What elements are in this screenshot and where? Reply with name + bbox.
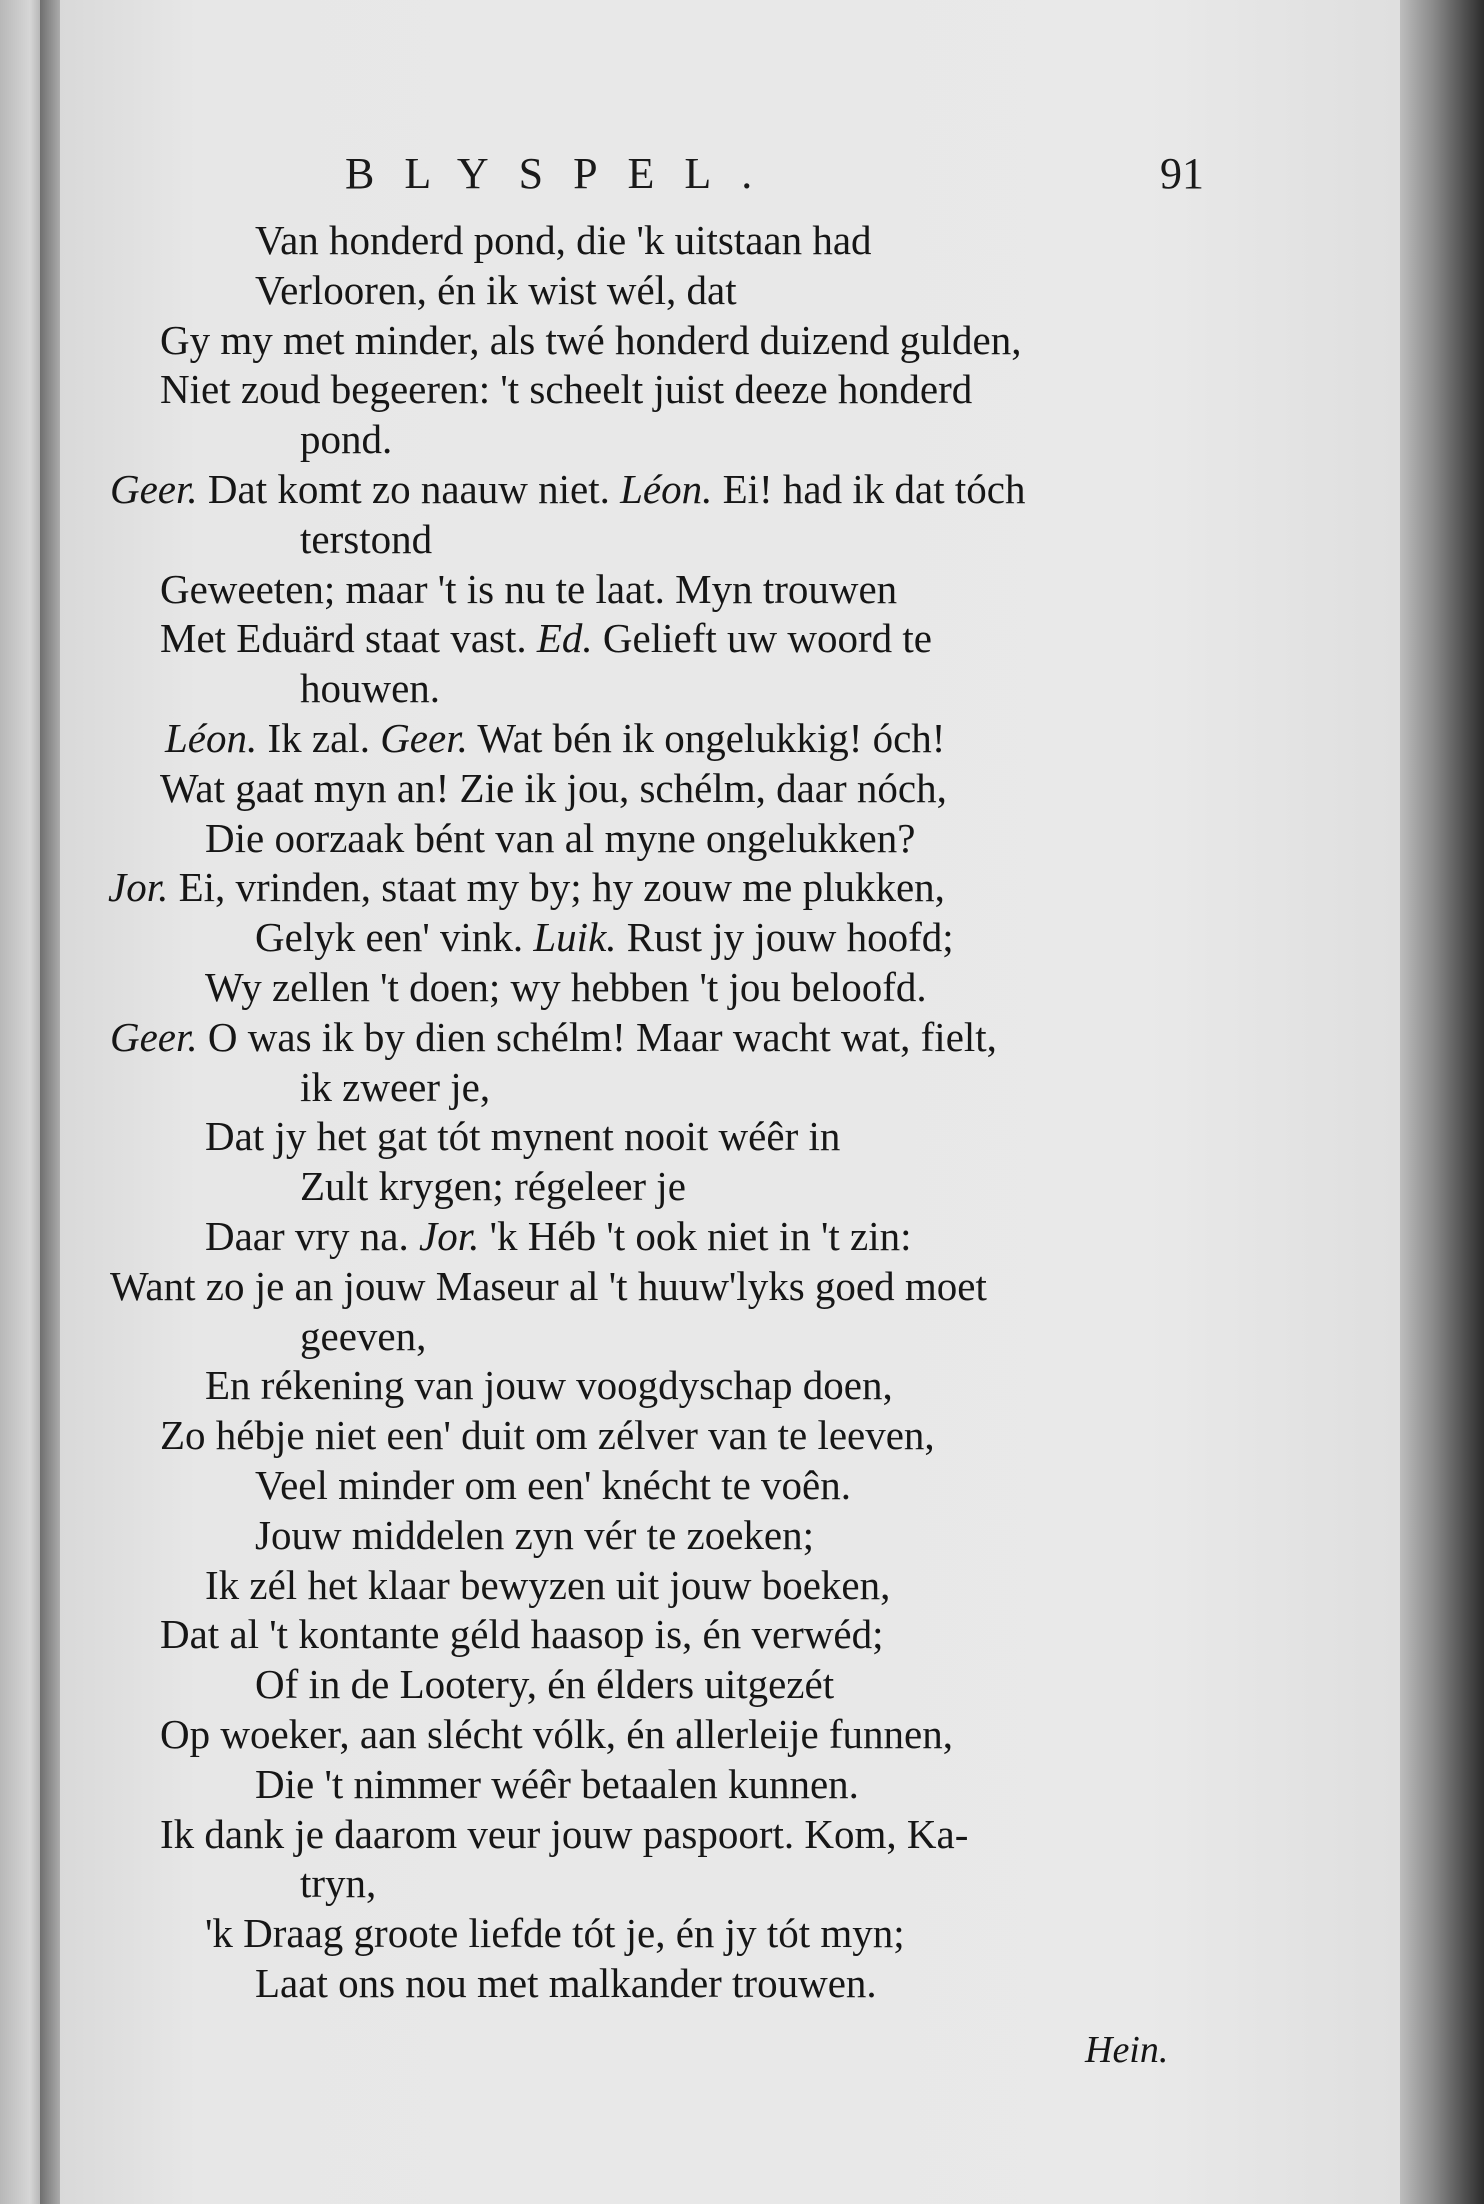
verse-text: Geweeten; maar 't is nu te laat. Myn trouwen [160,565,898,612]
verse-line [165,713,945,763]
catchword: Hein. [1085,2029,1169,2071]
verse-line [160,1809,968,1859]
verse-line [205,962,927,1012]
verse-text: ik zweer je, [300,1063,491,1110]
verse-line [160,1709,953,1759]
speaker-name: Léon. [620,466,713,512]
verse-text: Dat al 't kontante géld haasop is, én verwéd; [160,1611,884,1658]
verse-line [110,1012,997,1062]
verse-text: geeven, [300,1312,427,1359]
verse-line [255,1659,834,1709]
verse-line [255,1759,859,1809]
speaker-name: Geer. [110,466,198,512]
verse-text: Gy my met minder, als twé honderd duizend gulden, [160,316,1022,363]
speaker-name: Geer. [110,1013,198,1060]
verse-line [110,464,1025,514]
verse-line [300,663,440,713]
page-fore-edge [1400,0,1484,2204]
verse-text: O was ik by dien schélm! Maar wacht wat, fielt, [197,1013,997,1060]
running-title: BLYSPEL. [345,149,783,198]
verse-text: Daar vry na. [205,1213,420,1259]
verse-text: Veel minder om een' knécht te voên. [255,1462,851,1508]
verse-text: tryn, [300,1860,377,1907]
verse-line [255,215,872,265]
speaker-name: Jor. [419,1213,480,1259]
speaker-name: Jor. [108,864,169,911]
verse-line [300,1858,376,1908]
speaker-name: Ed. [536,615,593,662]
verse-text: Jouw middelen zyn vér te zoeken; [255,1511,815,1558]
verse-line [255,1510,814,1560]
verse-text: Want zo je an jouw Maseur al 't huuw'lyks goed moet [110,1262,987,1309]
verse-text: Verlooren, én ik wist wél, dat [255,266,737,313]
verse-text: Ik zél het klaar bewyzen uit jouw boeken, [205,1561,891,1608]
verse-line [255,1460,851,1510]
verse-text: Gelieft uw woord te [592,615,932,662]
verse-line [300,1311,426,1361]
verse-text: pond. [300,416,393,463]
verse-text: Zult krygen; régeleer je [300,1163,686,1210]
verse-line [205,1908,905,1958]
verse-line [160,1410,935,1460]
verse-text: Op woeker, aan slécht vólk, én allerleije funnen, [160,1711,953,1757]
verse-text: Van honderd pond, die 'k uitstaan had [255,217,872,263]
verse-text: Wat gaat myn an! Zie ik jou, schélm, daar nóch, [160,764,947,811]
speaker-name: Geer. [380,715,468,761]
verse-text: Wy zellen 't doen; wy hebben 't jou beloofd. [205,964,927,1010]
verse-text: Ei! had ik dat tóch [712,466,1026,512]
speaker-name: Léon. [165,715,258,761]
verse-line [205,1111,840,1161]
verse-line [255,1958,877,2008]
verse-text: 'k Héb 't ook niet in 't zin: [479,1213,912,1259]
verse-text: terstond [300,515,433,562]
verse-line [300,1161,686,1211]
verse-text: Met Eduärd staat vast. [160,615,537,662]
verse-text: Dat jy het gat tót mynent nooit wéêr in [205,1113,841,1160]
verse-text: Rust jy jouw hoofd; [616,914,954,961]
verse-line [205,813,915,863]
verse-line [160,564,897,614]
verse-line [205,1560,890,1610]
verse-line [255,912,954,962]
verse-text: Dat komt zo naauw niet. [197,466,621,512]
verse-text: Ei, vrinden, staat my by; hy zouw me plukken, [168,864,945,911]
page-number: 91 [1160,149,1204,198]
page-header [0,148,1484,208]
verse-text: En rékening van jouw voogdyschap doen, [205,1362,893,1409]
verse-text: houwen. [300,665,441,712]
verse-text: Gelyk een' vink. [255,914,534,961]
verse-line [160,613,932,663]
verse-text: Die oorzaak bént van al myne ongelukken? [205,814,916,861]
verse-line [300,1062,490,1112]
verse-line [300,514,432,564]
verse-line [300,414,392,464]
verse-line [160,1609,884,1659]
verse-line [255,265,737,315]
verse-text: Wat bén ik ongelukkig! óch! [467,715,946,761]
verse-text: Ik dank je daarom veur jouw paspoort. Kom, Ka- [160,1810,969,1857]
verse-line [205,1360,893,1410]
verse-text: Zo hébje niet een' duit om zélver van te leeven, [160,1412,935,1459]
speaker-name: Luik. [533,914,617,961]
verse-line [160,315,1021,365]
verse-line [108,862,945,912]
verse-text: Of in de Lootery, én élders uitgezét [255,1661,835,1708]
verse-line [160,763,947,813]
verse-line [205,1211,911,1261]
verse-text: Ik zal. [257,715,381,761]
verse-text: Niet zoud begeeren: 't scheelt juist deeze honderd [160,366,973,413]
verse-line [160,364,972,414]
verse-text: Laat ons nou met malkander trouwen. [255,1960,877,2006]
verse-text: Die 't nimmer wéêr betaalen kunnen. [255,1760,859,1807]
verse-text: 'k Draag groote liefde tót je, én jy tót myn; [205,1910,905,1957]
verse-line [110,1261,987,1311]
